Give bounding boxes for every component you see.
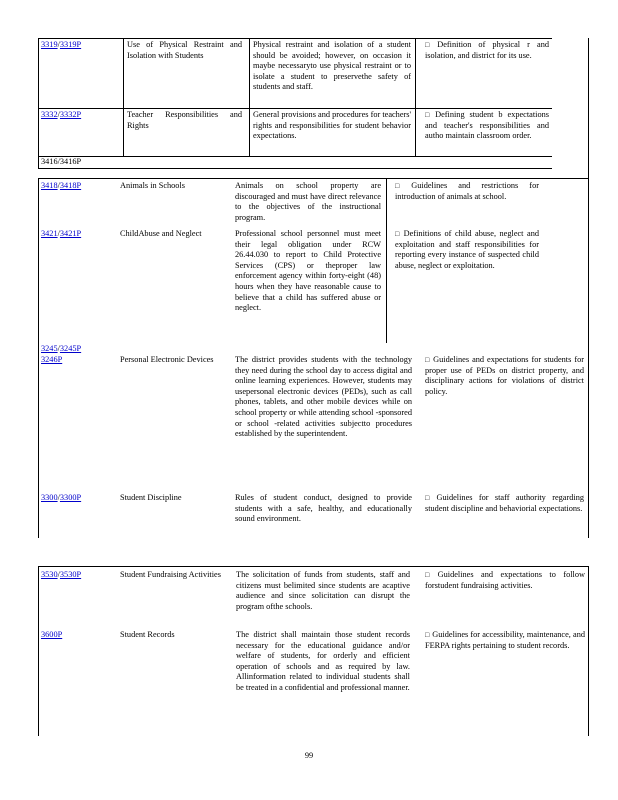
table-row: 3421/3421P [41,229,82,238]
policy-purpose: □ Guidelines and expectations to follow forstudent fundraising activities. [425,570,585,591]
table-border [588,38,589,538]
procedure-link[interactable]: 3319P [59,40,82,49]
policy-purpose: □ Definitions of child abuse, neglect and exploitation and staff responsibilities for reporting every instance of suspected child abuse, neglect or exploitation. [395,229,539,271]
table-border [38,38,39,168]
table-border [38,566,588,567]
table-border [38,108,552,109]
policy-link[interactable]: 3530 [41,570,58,579]
policy-link[interactable]: 3245 [41,344,58,353]
table-row: 3416/3416P [41,157,82,166]
table-row [41,355,62,366]
policy-link[interactable]: 3418 [41,181,58,190]
table-row: 3245/3245P [41,344,82,353]
policy-description: The solicitation of funds from students, staff and citizens must belimited since students are acaptive audience and since solicitation can disrupt the program ofthe schools. [236,570,410,611]
policy-purpose: □ Definition of physical r and isolation, and district for its use. [425,40,549,61]
table-border [38,178,588,179]
policy-link[interactable]: 3246P [41,355,63,364]
policy-purpose: □ Defining student b expectations and teacher's responsibilities and autho maintain classroom order. [425,110,549,142]
table-border [415,38,416,156]
policy-link[interactable]: 3600P [41,630,63,639]
page-number: 99 [304,751,314,760]
policy-link[interactable]: 3300 [41,493,58,502]
policy-description: Professional school personnel must meet their legal obligation under RCW 26.44.030 to report to Child Protective Services (CPS) or theproper law enforcement agency within forty-eight (48) hours when they have reasonable cause to believe that a child has suffered abuse or neglect. [235,229,381,313]
policy-title: Use of Physical Restraint and Isolation with Students [127,40,242,60]
table-border [38,38,552,39]
table-row: 3332/3332P [41,110,82,119]
table-border [123,38,124,156]
table-row: 3530/3530P [41,570,82,579]
table-border [386,178,387,343]
policy-link[interactable]: 3332 [41,110,58,119]
table-border [38,178,39,538]
policy-description: Rules of student conduct, designed to provide students with a safe, healthy, and educationally sound environment. [235,493,412,524]
table-border [588,566,589,736]
procedure-link[interactable]: 3300P [59,493,82,502]
policy-code: 3416 [41,157,58,166]
policy-purpose: □ Guidelines and expectations for students for proper use of PEDs on district property, and disciplinary actions for violations of district policy. [425,355,584,397]
policy-description: The district shall maintain those student records necessary for the educational guidance and/or welfare of students, for orderly and efficient operation of schools and as required by law. Allinformation related to individual students shall be treated in a confidential and professional manner. [236,630,410,692]
procedure-link[interactable]: 3421P [59,229,82,238]
policy-description: Physical restraint and isolation of a student should be avoided; however, on occasion it maybe necessaryto use physical restraint or to isolate a student to preservethe safety of students and staff. [253,40,411,92]
policy-description: The district provides students with the technology they need during the school day to access digital and online learning experiences. However, students may usepersonal electronic devices (PEDs), such as call phones, tablets, and other mobile devices while on school property or while attending school -sponsored or school -related activities subjectto procedures established by the superintendent. [235,355,412,439]
policy-title: Student Records [120,630,175,639]
policy-purpose: □ Guidelines for staff authority regarding student discipline and behaviorial expectations. [425,493,584,514]
table-row [41,630,62,641]
policy-link[interactable]: 3319 [41,40,58,49]
procedure-link[interactable]: 3418P [59,181,82,190]
policy-title: Personal Electronic Devices [120,355,214,364]
table-border [38,168,552,169]
procedure-code: 3416P [59,157,82,166]
policy-purpose: □ Guidelines for accessibility, maintenance, and FERPA rights pertaining to student records. [425,630,585,651]
table-row: 3300/3300P [41,493,82,502]
policy-description: General provisions and procedures for teachers' rights and responsibilities for student behavior expectations. [253,110,411,141]
table-row: 3319/3319P [41,40,82,49]
policy-title: Animals in Schools [120,181,185,190]
policy-title: ChildAbuse and Neglect [120,229,202,238]
procedure-link[interactable]: 3530P [59,570,82,579]
table-row: 3418/3418P [41,181,82,190]
table-border [38,566,39,736]
policy-purpose: □ Guidelines and restrictions for introduction of animals at school. [395,181,539,202]
policy-title: Teacher Responsibilities and Rights [127,110,242,130]
table-border [38,156,552,157]
policy-link[interactable]: 3421 [41,229,58,238]
procedure-link[interactable]: 3245P [59,344,82,353]
policy-description: Animals on school property are discouraged and must have direct relevance to the objectives of the instructional program. [235,181,381,222]
procedure-link[interactable]: 3332P [59,110,82,119]
table-border [249,38,250,156]
policy-title: Student Discipline [120,493,182,502]
policy-title: Student Fundraising Activities [120,570,221,579]
